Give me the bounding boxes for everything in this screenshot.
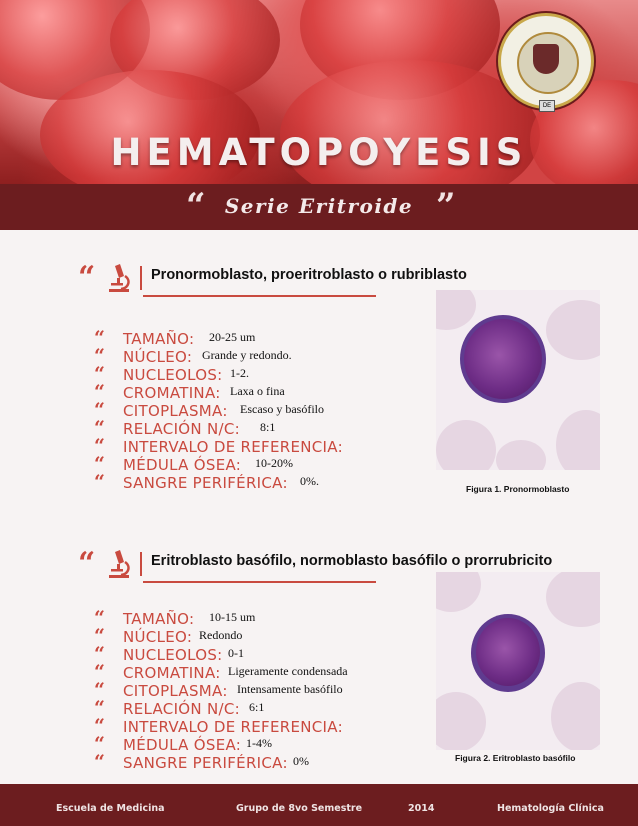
page-subtitle: Serie Eritroide <box>224 194 414 218</box>
quote-icon: “ <box>78 260 96 295</box>
footer-bar <box>0 784 638 826</box>
quote-icon: “ <box>78 546 96 581</box>
page-title: HEMATOPOYESIS <box>110 131 528 174</box>
subtitle-band <box>0 184 638 230</box>
figure-2-micrograph <box>436 572 600 750</box>
close-quote-icon: ” <box>436 186 456 226</box>
open-quote-icon: “ <box>186 186 206 226</box>
footer-course: Hematología Clínica <box>497 803 604 814</box>
footer-group: Grupo de 8vo Semestre <box>236 803 363 814</box>
figure-1-micrograph <box>436 290 600 470</box>
heading-underline <box>143 581 376 583</box>
figure-1-caption: Figura 1. Pronormoblasto <box>466 484 570 494</box>
microscope-icon <box>105 548 131 580</box>
microscope-icon <box>105 262 131 294</box>
footer-year: 2014 <box>408 803 435 814</box>
footer-school: Escuela de Medicina <box>56 803 165 814</box>
heading-underline <box>143 295 376 297</box>
section-title: Eritroblasto basófilo, normoblasto basófilo o prorrubricito <box>151 553 553 569</box>
figure-2-caption: Figura 2. Eritroblasto basófilo <box>455 753 576 763</box>
section-title: Pronormoblasto, proeritroblasto o rubriblasto <box>151 267 467 283</box>
header-banner <box>0 0 638 184</box>
university-seal-logo: DE <box>498 13 594 109</box>
